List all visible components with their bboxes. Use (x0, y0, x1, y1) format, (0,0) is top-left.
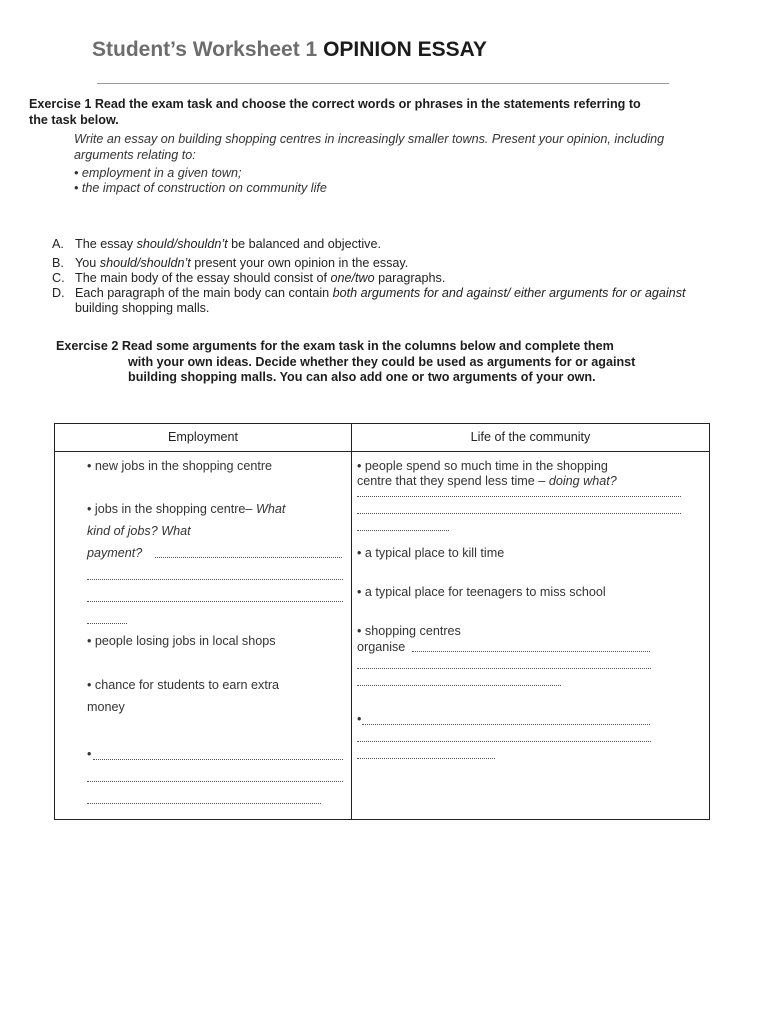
statement-choice[interactable]: both arguments for and against/ either arguments for or against (332, 286, 686, 300)
employment-own-bullet: • (87, 747, 92, 761)
title-divider (97, 83, 669, 84)
community-item-organise: organise (357, 640, 406, 654)
column-divider (351, 424, 352, 819)
answer-line[interactable] (87, 623, 127, 624)
exercise2-instruction-line2: with your own ideas. Decide whether they could be used as arguments for or against (128, 355, 636, 369)
employment-item-jobs-type-cont (87, 524, 191, 539)
arguments-table (54, 423, 710, 820)
statement-choice[interactable]: should/shouldn’t (99, 256, 191, 270)
exercise1-instruction-line1: Exercise 1 Read the exam task and choose the correct words or phrases in the statements referring to (29, 97, 641, 111)
answer-line[interactable] (87, 579, 343, 580)
employment-item-jobs-type (87, 502, 285, 517)
exercise1-instruction (29, 96, 734, 128)
community-item-shopping-centres: • shopping centres (357, 624, 461, 638)
answer-line[interactable] (357, 513, 681, 514)
community-item-kill-time: • a typical place to kill time (357, 546, 505, 560)
item-prompt: doing what? (548, 474, 617, 488)
answer-line[interactable] (357, 685, 561, 686)
statement-letter: A. (52, 237, 64, 251)
employment-item-payment (87, 546, 142, 561)
exercise1-instruction-line2: the task below. (29, 113, 119, 127)
answer-line[interactable] (362, 724, 650, 725)
statement-text: building shopping malls. (75, 301, 210, 315)
answer-line[interactable] (357, 530, 449, 531)
employment-item-new-jobs: • new jobs in the shopping centre (87, 459, 273, 473)
worksheet-title (92, 38, 487, 62)
statement-letter: C. (52, 271, 65, 285)
task-bullet-employment: • employment in a given town; (74, 166, 242, 180)
exercise2-instruction-line1: Exercise 2 Read some arguments for the exam task in the columns below and complete them (56, 339, 614, 353)
statement-text: You (75, 256, 100, 270)
employment-item-losing-jobs: • people losing jobs in local shops (87, 634, 276, 648)
exam-task-text: Write an essay on building shopping centres in increasingly smaller towns. Present your opinion, including arguments relating to: (74, 132, 665, 162)
statement-choice[interactable]: should/shouldn’t (136, 237, 228, 251)
community-item-time-spent: • people spend so much time in the shopping (357, 459, 608, 473)
title-worksheet-number: Student’s Worksheet 1 (92, 38, 318, 61)
employment-item-students-earn-cont: money (87, 700, 125, 714)
title-essay-type: OPINION ESSAY (323, 38, 487, 61)
employment-item-students-earn: • chance for students to earn extra (87, 678, 280, 692)
statement-text: be balanced and objective. (227, 237, 381, 251)
item-text: • jobs in the shopping centre– (87, 502, 256, 516)
statement-text: Each paragraph of the main body can contain (75, 286, 333, 300)
answer-line[interactable] (93, 759, 343, 760)
answer-line[interactable] (357, 741, 651, 742)
header-employment: Employment (168, 430, 238, 444)
community-item-time-spent-cont (357, 474, 617, 489)
statement-text: paragraphs. (374, 271, 446, 285)
statement-text: The essay (75, 237, 137, 251)
statement-text: The main body of the essay should consist of (75, 271, 331, 285)
header-life-of-community: Life of the community (470, 430, 591, 444)
item-prompt: payment? (87, 546, 143, 560)
answer-line[interactable] (412, 651, 650, 652)
statement-letter: B. (52, 256, 64, 270)
item-prompt: kind of jobs? What (87, 524, 191, 538)
community-item-miss-school: • a typical place for teenagers to miss school (357, 585, 606, 599)
header-divider (55, 451, 709, 452)
item-text: centre that they spend less time – (357, 474, 549, 488)
community-own-bullet: • (357, 712, 362, 726)
statement-text: present your own opinion in the essay. (190, 256, 409, 270)
answer-line[interactable] (357, 496, 681, 497)
answer-line[interactable] (87, 781, 343, 782)
answer-line[interactable] (357, 758, 495, 759)
answer-line[interactable] (155, 557, 342, 558)
exercise2-instruction-line3: building shopping malls. You can also add one or two arguments of your own. (128, 370, 596, 384)
answer-line[interactable] (87, 803, 321, 804)
statement-choice[interactable]: one/two (330, 271, 375, 285)
task-bullet-community: • the impact of construction on community life (74, 181, 327, 195)
answer-line[interactable] (87, 601, 343, 602)
statement-letter: D. (52, 286, 65, 300)
answer-line[interactable] (357, 668, 651, 669)
item-prompt: What (255, 502, 286, 516)
